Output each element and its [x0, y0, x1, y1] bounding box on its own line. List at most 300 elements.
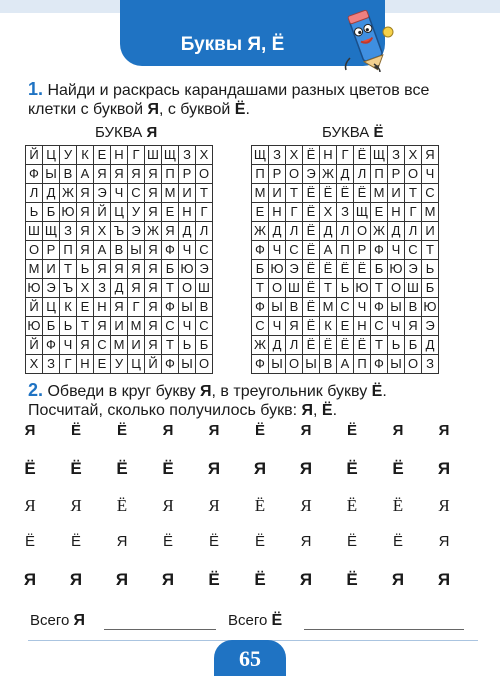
grid-cell[interactable]: Т — [422, 241, 439, 260]
grid-cell[interactable]: И — [128, 336, 145, 355]
grid-cell[interactable]: О — [405, 355, 422, 374]
grid-cell[interactable]: Ё — [337, 336, 354, 355]
grid-cell[interactable]: Ш — [26, 222, 43, 241]
grid-cell[interactable]: О — [269, 279, 286, 298]
grid-cell[interactable]: М — [26, 260, 43, 279]
grid-cell[interactable]: Н — [388, 203, 405, 222]
grid-cell[interactable]: Н — [320, 146, 337, 165]
grid-cell[interactable]: Я — [111, 298, 128, 317]
grid-cell[interactable]: Ы — [43, 165, 60, 184]
grid-cell[interactable]: Я — [77, 222, 94, 241]
grid-cell[interactable]: Ы — [179, 355, 196, 374]
grid-cell[interactable]: Л — [405, 222, 422, 241]
grid-cell[interactable]: Н — [269, 203, 286, 222]
grid-cell[interactable]: Я — [145, 165, 162, 184]
grid-cell[interactable]: Ю — [60, 203, 77, 222]
grid-cell[interactable]: О — [179, 279, 196, 298]
letter-item[interactable]: Ё — [392, 459, 404, 478]
grid-cell[interactable]: Г — [196, 203, 213, 222]
letter-item[interactable]: Я — [162, 496, 174, 515]
grid-cell[interactable]: С — [196, 241, 213, 260]
grid-cell[interactable]: Й — [26, 146, 43, 165]
grid-cell[interactable]: Ё — [303, 279, 320, 298]
grid-cell[interactable]: Э — [303, 165, 320, 184]
letter-item[interactable]: Ё — [254, 422, 266, 439]
grid-cell[interactable]: Ч — [269, 317, 286, 336]
grid-cell[interactable]: С — [196, 317, 213, 336]
grid-cell[interactable]: Т — [77, 317, 94, 336]
letter-item[interactable]: Ё — [254, 496, 266, 515]
letter-item[interactable]: Я — [392, 422, 404, 439]
grid-cell[interactable]: Ы — [128, 241, 145, 260]
grid-cell[interactable]: Я — [145, 203, 162, 222]
grid-cell[interactable]: Б — [43, 203, 60, 222]
letter-item[interactable]: Ё — [254, 570, 266, 589]
grid-cell[interactable]: Б — [252, 260, 269, 279]
letter-item[interactable]: Я — [208, 496, 220, 515]
letter-item[interactable]: Я — [208, 422, 220, 439]
grid-cell[interactable]: А — [337, 355, 354, 374]
grid-cell[interactable]: З — [179, 146, 196, 165]
grid-cell[interactable]: Ё — [303, 222, 320, 241]
grid-cell[interactable]: Д — [43, 184, 60, 203]
grid-cell[interactable]: Ф — [43, 336, 60, 355]
grid-cell[interactable]: Е — [337, 317, 354, 336]
grid-cell[interactable]: Я — [145, 336, 162, 355]
grid-cell[interactable]: Я — [145, 184, 162, 203]
grid-cell[interactable]: Ё — [320, 336, 337, 355]
grid-cell[interactable]: Х — [196, 146, 213, 165]
grid-cell[interactable]: Д — [388, 222, 405, 241]
grid-cell[interactable]: Я — [94, 260, 111, 279]
grid-cell[interactable]: Е — [371, 203, 388, 222]
grid-cell[interactable]: Т — [252, 279, 269, 298]
grid-cell[interactable]: Ь — [77, 260, 94, 279]
grid-cell[interactable]: Л — [286, 336, 303, 355]
grid-cell[interactable]: Х — [94, 222, 111, 241]
grid-cell[interactable]: Л — [26, 184, 43, 203]
grid-cell[interactable]: Н — [77, 355, 94, 374]
grid-cell[interactable]: У — [60, 146, 77, 165]
grid-cell[interactable]: Ш — [196, 279, 213, 298]
grid-cell[interactable]: Н — [94, 298, 111, 317]
grid-cell[interactable]: Ь — [388, 336, 405, 355]
grid-cell[interactable]: Ф — [371, 241, 388, 260]
grid-cell[interactable]: О — [196, 165, 213, 184]
grid-cell[interactable]: Э — [128, 222, 145, 241]
grid-cell[interactable]: Х — [320, 203, 337, 222]
total-yo-answer-line[interactable] — [304, 629, 464, 630]
grid-cell[interactable]: У — [128, 203, 145, 222]
grid-cell[interactable]: Т — [371, 336, 388, 355]
grid-cell[interactable]: Ё — [303, 317, 320, 336]
grid-cell[interactable]: Х — [286, 146, 303, 165]
letter-item[interactable]: Ё — [24, 459, 36, 478]
grid-cell[interactable]: Л — [354, 165, 371, 184]
letter-item[interactable]: Я — [438, 533, 450, 550]
grid-cell[interactable]: О — [286, 165, 303, 184]
grid-cell[interactable]: И — [422, 222, 439, 241]
grid-cell[interactable]: М — [252, 184, 269, 203]
grid-cell[interactable]: Т — [162, 336, 179, 355]
letter-item[interactable]: Я — [253, 459, 267, 478]
grid-cell[interactable]: О — [26, 241, 43, 260]
letter-item[interactable]: Ё — [70, 459, 82, 478]
letter-item[interactable]: Я — [69, 570, 83, 589]
grid-cell[interactable]: Н — [354, 317, 371, 336]
letter-item[interactable]: Я — [116, 533, 128, 550]
grid-cell[interactable]: Я — [145, 260, 162, 279]
grid-cell[interactable]: В — [111, 241, 128, 260]
grid-cell[interactable]: Х — [405, 146, 422, 165]
grid-cell[interactable]: Р — [269, 165, 286, 184]
grid-cell[interactable]: Э — [405, 260, 422, 279]
grid-cell[interactable]: В — [405, 298, 422, 317]
letter-item[interactable]: Я — [300, 422, 312, 439]
grid-cell[interactable]: Ю — [269, 260, 286, 279]
grid-cell[interactable]: Ь — [337, 279, 354, 298]
grid-cell[interactable]: Ъ — [111, 222, 128, 241]
letter-item[interactable]: Ё — [346, 459, 358, 478]
grid-cell[interactable]: Ё — [303, 146, 320, 165]
grid-cell[interactable]: Я — [128, 165, 145, 184]
grid-cell[interactable]: Э — [94, 184, 111, 203]
grid-cell[interactable]: Я — [128, 279, 145, 298]
grid-cell[interactable]: З — [388, 146, 405, 165]
grid-cell[interactable]: Г — [60, 355, 77, 374]
grid-cell[interactable]: С — [128, 184, 145, 203]
grid-cell[interactable]: П — [252, 165, 269, 184]
grid-cell[interactable]: Ж — [320, 165, 337, 184]
grid-cell[interactable]: Щ — [354, 203, 371, 222]
grid-cell[interactable]: В — [60, 165, 77, 184]
grid-cell[interactable]: Ч — [422, 165, 439, 184]
letter-item[interactable]: Я — [438, 496, 450, 515]
grid-cell[interactable]: Ж — [60, 184, 77, 203]
letter-item[interactable]: Я — [24, 422, 36, 439]
grid-cell[interactable]: Ё — [303, 203, 320, 222]
grid-cell[interactable]: П — [354, 355, 371, 374]
grid-cell[interactable]: О — [196, 355, 213, 374]
grid-cell[interactable]: Е — [94, 355, 111, 374]
grid-cell[interactable]: М — [111, 336, 128, 355]
grid-cell[interactable]: Я — [286, 317, 303, 336]
grid-cell[interactable]: О — [405, 165, 422, 184]
total-ya-answer-line[interactable] — [104, 629, 216, 630]
grid-cell[interactable]: Ы — [179, 298, 196, 317]
grid-cell[interactable]: Ё — [354, 146, 371, 165]
grid-cell[interactable]: Т — [196, 184, 213, 203]
grid-cell[interactable]: П — [60, 241, 77, 260]
grid-cell[interactable]: Ё — [303, 241, 320, 260]
grid-cell[interactable]: П — [337, 241, 354, 260]
grid-cell[interactable]: Я — [94, 317, 111, 336]
grid-cell[interactable]: Ь — [60, 317, 77, 336]
grid-cell[interactable]: Я — [111, 260, 128, 279]
grid-cell[interactable]: Ё — [303, 336, 320, 355]
letter-item[interactable]: Я — [70, 496, 82, 515]
grid-cell[interactable]: Ф — [371, 355, 388, 374]
grid-cell[interactable]: З — [60, 222, 77, 241]
grid-cell[interactable]: Н — [179, 203, 196, 222]
grid-cell[interactable]: Ё — [303, 298, 320, 317]
grid-cell[interactable]: Г — [128, 298, 145, 317]
grid-cell[interactable]: П — [162, 165, 179, 184]
grid-cell[interactable]: З — [269, 146, 286, 165]
grid-cell[interactable]: Д — [111, 279, 128, 298]
grid-cell[interactable]: К — [60, 298, 77, 317]
grid-cell[interactable]: Ъ — [60, 279, 77, 298]
letter-item[interactable]: Ё — [162, 459, 174, 478]
grid-cell[interactable]: Р — [179, 165, 196, 184]
letter-item[interactable]: Ё — [346, 422, 358, 439]
grid-cell[interactable]: Б — [43, 317, 60, 336]
grid-cell[interactable]: Я — [77, 184, 94, 203]
grid-cell[interactable]: А — [77, 165, 94, 184]
grid-cell[interactable]: Е — [77, 298, 94, 317]
grid-cell[interactable]: Я — [145, 317, 162, 336]
letter-item[interactable]: Ё — [162, 533, 173, 550]
letter-item[interactable]: Ё — [254, 533, 265, 550]
grid-cell[interactable]: Т — [371, 279, 388, 298]
grid-cell[interactable]: Э — [422, 317, 439, 336]
letter-item[interactable]: Ё — [116, 496, 128, 515]
grid-cell[interactable]: С — [286, 241, 303, 260]
grid-cell[interactable]: Т — [320, 279, 337, 298]
grid-cell[interactable]: Д — [269, 336, 286, 355]
grid-cell[interactable]: М — [128, 317, 145, 336]
grid-cell[interactable]: Ё — [303, 184, 320, 203]
grid-cell[interactable]: Ф — [162, 298, 179, 317]
grid-cell[interactable]: Г — [286, 203, 303, 222]
grid-cell[interactable]: И — [179, 184, 196, 203]
grid-cell[interactable]: Е — [162, 203, 179, 222]
letter-item[interactable]: Ё — [346, 570, 358, 589]
letter-item[interactable]: Я — [299, 570, 313, 589]
grid-cell[interactable]: Ю — [26, 279, 43, 298]
letter-item[interactable]: Ё — [70, 422, 82, 439]
letter-item[interactable]: Я — [23, 570, 37, 589]
grid-cell[interactable]: Я — [77, 203, 94, 222]
letter-item[interactable]: Ё — [116, 459, 128, 478]
grid-cell[interactable]: С — [405, 241, 422, 260]
grid-cell[interactable]: Р — [43, 241, 60, 260]
grid-cell[interactable]: И — [388, 184, 405, 203]
grid-cell[interactable]: С — [337, 298, 354, 317]
letter-item[interactable]: Ё — [392, 533, 403, 550]
grid-cell[interactable]: Д — [269, 222, 286, 241]
grid-cell[interactable]: Ю — [422, 298, 439, 317]
grid-cell[interactable]: Д — [320, 222, 337, 241]
grid-cell[interactable]: Ё — [303, 260, 320, 279]
grid-cell[interactable]: Ш — [405, 279, 422, 298]
grid-cell[interactable]: Ф — [26, 165, 43, 184]
grid-cell[interactable]: Ф — [162, 241, 179, 260]
letter-item[interactable]: Я — [438, 422, 450, 439]
grid-cell[interactable]: Ф — [162, 355, 179, 374]
letter-item[interactable]: Я — [161, 570, 175, 589]
grid-cell[interactable]: Ы — [269, 298, 286, 317]
grid-cell[interactable]: Ц — [128, 355, 145, 374]
grid-cell[interactable]: Ы — [303, 355, 320, 374]
grid-cell[interactable]: Ч — [60, 336, 77, 355]
grid-cell[interactable]: А — [320, 241, 337, 260]
letter-item[interactable]: Ё — [208, 570, 220, 589]
grid-cell[interactable]: Д — [337, 165, 354, 184]
grid-cell[interactable]: И — [269, 184, 286, 203]
grid-cell[interactable]: Т — [286, 184, 303, 203]
grid-cell[interactable]: Ж — [252, 336, 269, 355]
grid-cell[interactable]: В — [320, 355, 337, 374]
grid-cell[interactable]: Л — [286, 222, 303, 241]
grid-cell[interactable]: Ю — [26, 317, 43, 336]
grid-cell[interactable]: Я — [128, 260, 145, 279]
grid-cell[interactable]: Н — [111, 146, 128, 165]
grid-cell[interactable]: Б — [196, 336, 213, 355]
letter-item[interactable]: Ё — [208, 533, 219, 550]
grid-cell[interactable]: С — [371, 317, 388, 336]
grid-cell[interactable]: Щ — [43, 222, 60, 241]
grid-cell[interactable]: О — [354, 222, 371, 241]
grid-cell[interactable]: Я — [77, 336, 94, 355]
grid-cell[interactable]: Я — [94, 165, 111, 184]
grid-cell[interactable]: Ы — [388, 355, 405, 374]
grid-cell[interactable]: Г — [405, 203, 422, 222]
grid-cell[interactable]: П — [371, 165, 388, 184]
grid-cell[interactable]: Ё — [337, 184, 354, 203]
grid-cell[interactable]: Ч — [388, 317, 405, 336]
grid-cell[interactable]: Ч — [179, 317, 196, 336]
grid-cell[interactable]: С — [252, 317, 269, 336]
grid-cell[interactable]: Й — [94, 203, 111, 222]
grid-cell[interactable]: Ё — [320, 184, 337, 203]
grid-cell[interactable]: Г — [337, 146, 354, 165]
grid-cell[interactable]: Ш — [145, 146, 162, 165]
grid-cell[interactable]: Ф — [252, 241, 269, 260]
grid-cell[interactable]: Ы — [388, 298, 405, 317]
grid-cell[interactable]: У — [111, 355, 128, 374]
grid-cell[interactable]: Т — [60, 260, 77, 279]
grid-cell[interactable]: К — [77, 146, 94, 165]
letter-item[interactable]: Ё — [392, 496, 404, 515]
letter-item[interactable]: Я — [437, 459, 451, 478]
grid-cell[interactable]: Щ — [252, 146, 269, 165]
grid-cell[interactable]: Э — [196, 260, 213, 279]
letter-item[interactable]: Ё — [70, 533, 81, 550]
grid-cell[interactable]: Ш — [286, 279, 303, 298]
grid-cell[interactable]: М — [320, 298, 337, 317]
grid-cell[interactable]: С — [422, 184, 439, 203]
grid-cell[interactable]: З — [43, 355, 60, 374]
grid-cell[interactable]: Я — [405, 317, 422, 336]
grid-cell[interactable]: Е — [94, 146, 111, 165]
grid-cell[interactable]: Ё — [354, 184, 371, 203]
grid-cell[interactable]: Р — [354, 241, 371, 260]
letter-item[interactable]: Я — [207, 459, 221, 478]
grid-cell[interactable]: Й — [145, 355, 162, 374]
grid-cell[interactable]: Е — [252, 203, 269, 222]
grid-cell[interactable]: Ч — [388, 241, 405, 260]
grid-cell[interactable]: Ф — [371, 298, 388, 317]
grid-cell[interactable]: Ц — [111, 203, 128, 222]
grid-cell[interactable]: Г — [128, 146, 145, 165]
grid-cell[interactable]: В — [196, 298, 213, 317]
grid-cell[interactable]: Ё — [320, 260, 337, 279]
grid-cell[interactable]: Й — [26, 336, 43, 355]
grid-cell[interactable]: Ф — [252, 298, 269, 317]
grid-cell[interactable]: Ж — [145, 222, 162, 241]
letter-item[interactable]: Я — [299, 459, 313, 478]
letter-item[interactable]: Ё — [346, 533, 357, 550]
grid-cell[interactable]: Щ — [162, 146, 179, 165]
grid-cell[interactable]: Ч — [179, 241, 196, 260]
grid-cell[interactable]: С — [94, 336, 111, 355]
grid-cell[interactable]: Д — [422, 336, 439, 355]
grid-cell[interactable]: Л — [337, 222, 354, 241]
grid-cell[interactable]: И — [43, 260, 60, 279]
grid-cell[interactable]: Э — [43, 279, 60, 298]
grid-cell[interactable]: Ц — [43, 146, 60, 165]
grid-cell[interactable]: З — [94, 279, 111, 298]
grid-cell[interactable]: З — [422, 355, 439, 374]
letter-item[interactable]: Ё — [346, 496, 358, 515]
grid-cell[interactable]: Ж — [371, 222, 388, 241]
grid-cell[interactable]: З — [337, 203, 354, 222]
grid-cell[interactable]: Д — [179, 222, 196, 241]
grid-cell[interactable]: Ь — [26, 203, 43, 222]
grid-cell[interactable]: Ю — [388, 260, 405, 279]
grid-cell[interactable]: Х — [26, 355, 43, 374]
grid-cell[interactable]: М — [371, 184, 388, 203]
grid-cell[interactable]: Ф — [252, 355, 269, 374]
letter-item[interactable]: Я — [115, 570, 129, 589]
grid-cell[interactable]: Т — [405, 184, 422, 203]
grid-cell[interactable]: И — [111, 317, 128, 336]
grid-cell[interactable]: Й — [26, 298, 43, 317]
grid-cell[interactable]: Ь — [179, 336, 196, 355]
grid-cell[interactable]: Я — [145, 298, 162, 317]
letter-item[interactable]: Ё — [24, 533, 35, 550]
grid-cell[interactable]: Я — [111, 165, 128, 184]
grid-cell[interactable]: Б — [162, 260, 179, 279]
grid-cell[interactable]: Ё — [354, 260, 371, 279]
letter-item[interactable]: Я — [24, 496, 36, 515]
grid-cell[interactable]: О — [388, 279, 405, 298]
grid-cell[interactable]: К — [320, 317, 337, 336]
grid-cell[interactable]: Э — [286, 260, 303, 279]
letter-item[interactable]: Я — [437, 570, 451, 589]
grid-cell[interactable]: А — [94, 241, 111, 260]
grid-cell[interactable]: Ы — [269, 355, 286, 374]
grid-cell[interactable]: Ч — [269, 241, 286, 260]
grid-cell[interactable]: Р — [388, 165, 405, 184]
grid-cell[interactable]: Т — [162, 279, 179, 298]
grid-cell[interactable]: Х — [77, 279, 94, 298]
grid-cell[interactable]: Б — [405, 336, 422, 355]
grid-cell[interactable]: Ь — [422, 260, 439, 279]
grid-cell[interactable]: Я — [77, 241, 94, 260]
grid-cell[interactable]: Я — [162, 222, 179, 241]
grid-cell[interactable]: Ё — [337, 260, 354, 279]
grid-cell[interactable]: Я — [145, 241, 162, 260]
grid-cell[interactable]: Ж — [252, 222, 269, 241]
grid-cell[interactable]: Б — [371, 260, 388, 279]
grid-cell[interactable]: С — [162, 317, 179, 336]
grid-cell[interactable]: М — [422, 203, 439, 222]
letter-item[interactable]: Я — [162, 422, 174, 439]
grid-cell[interactable]: В — [286, 298, 303, 317]
grid-cell[interactable]: О — [286, 355, 303, 374]
